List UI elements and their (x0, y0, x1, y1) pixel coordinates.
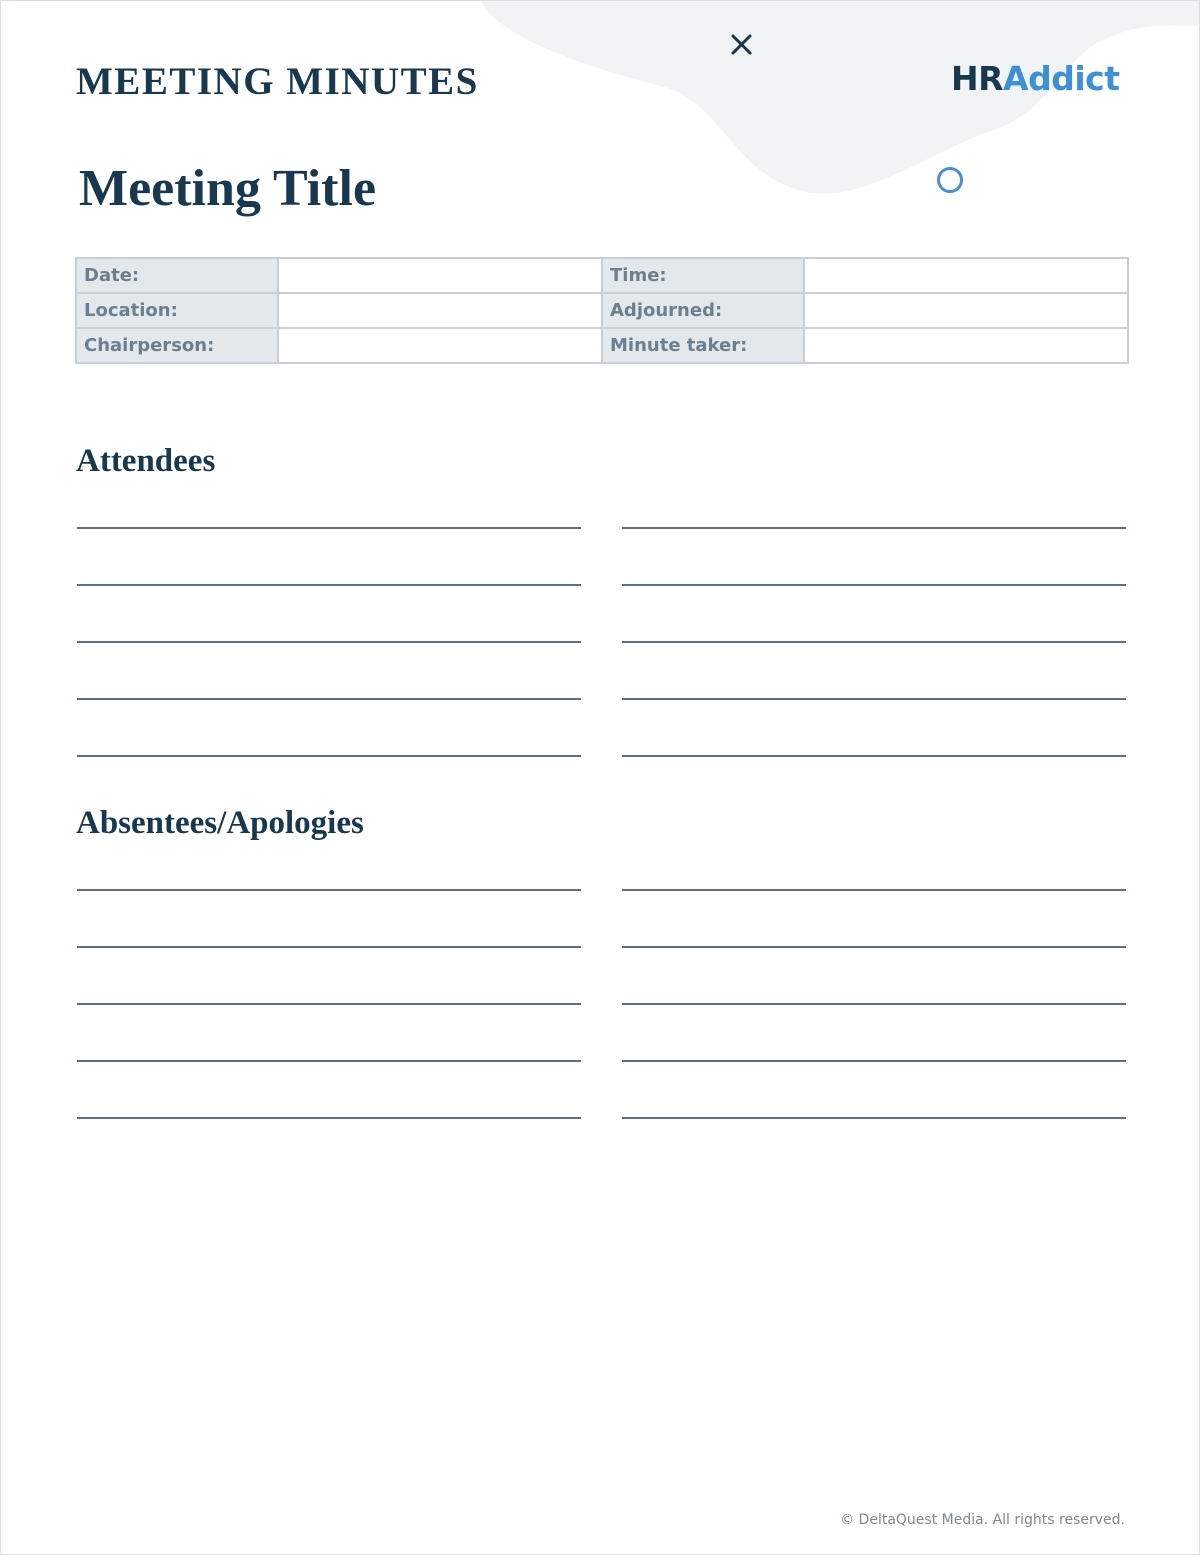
adjourned-field[interactable] (804, 293, 1128, 328)
absentees-lines (77, 834, 1127, 1119)
meeting-title[interactable]: Meeting Title (79, 160, 377, 217)
hraddict-logo (951, 59, 1119, 98)
minute-taker-field[interactable] (804, 328, 1128, 363)
info-row-date-time (76, 258, 1128, 293)
copyright-footer: © DeltaQuest Media. All rights reserved. (840, 1512, 1125, 1528)
time-label: Time: (602, 258, 804, 293)
location-label: Location: (76, 293, 278, 328)
date-label: Date: (76, 258, 278, 293)
absentees-line-row (77, 1062, 1127, 1119)
chairperson-label: Chairperson: (76, 328, 278, 363)
minute-taker-label: Minute taker: (602, 328, 804, 363)
absentee-entry-line[interactable] (77, 1117, 581, 1119)
absentees-line-row (77, 891, 1127, 948)
location-field[interactable] (278, 293, 602, 328)
info-row-chairperson-minute-taker (76, 328, 1128, 363)
logo-hr-text: HR (951, 59, 1004, 98)
close-icon[interactable] (728, 31, 756, 59)
meeting-info-table (75, 257, 1129, 364)
attendees-heading: Attendees (76, 443, 216, 479)
attendee-entry-line[interactable] (77, 755, 581, 757)
attendees-line-row (77, 586, 1127, 643)
absentees-line-row (77, 948, 1127, 1005)
date-field[interactable] (278, 258, 602, 293)
chairperson-field[interactable] (278, 328, 602, 363)
absentees-line-row (77, 834, 1127, 891)
attendees-lines (77, 472, 1127, 757)
info-row-location-adjourned (76, 293, 1128, 328)
attendees-line-row (77, 472, 1127, 529)
absentee-entry-line[interactable] (622, 1117, 1126, 1119)
time-field[interactable] (804, 258, 1128, 293)
attendees-line-row (77, 700, 1127, 757)
attendee-entry-line[interactable] (622, 755, 1126, 757)
logo-addict-text: Addict (1003, 59, 1120, 98)
adjourned-label: Adjourned: (602, 293, 804, 328)
attendees-line-row (77, 529, 1127, 586)
absentees-line-row (77, 1005, 1127, 1062)
ring-decoration-icon (937, 167, 963, 193)
document-label: MEETING MINUTES (76, 60, 479, 103)
absentees-apologies-heading: Absentees/Apologies (76, 805, 364, 841)
attendees-line-row (77, 643, 1127, 700)
